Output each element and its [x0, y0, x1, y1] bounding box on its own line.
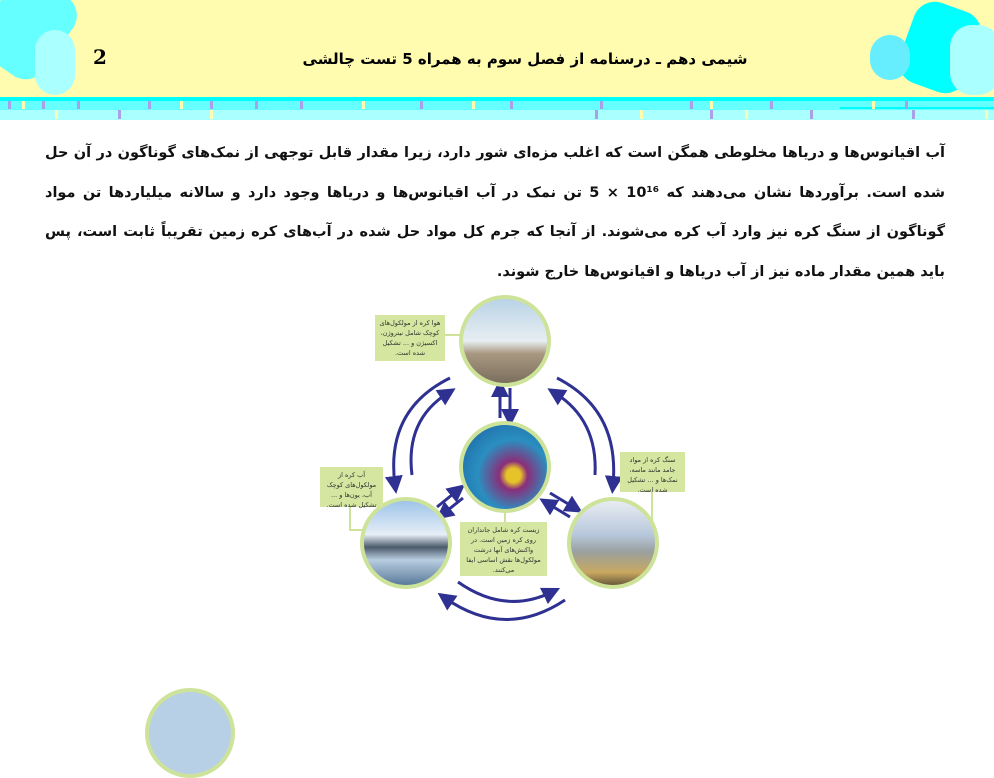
hydrosphere-caption: آب کره از مولکول‌های کوچک آب، یون‌ها و ... تشکیل شده است.: [320, 467, 383, 507]
page-number: 2: [93, 45, 107, 69]
atmosphere-image: [459, 295, 551, 387]
hydrosphere-image: [360, 497, 452, 589]
biosphere-image: [459, 421, 551, 513]
lithosphere-image: [567, 497, 659, 589]
lithosphere-caption: سنگ کره از مواد جامد مانند ماسه، نمک‌ها و ... تشکیل شده است.: [620, 452, 685, 492]
partial-image: [145, 688, 235, 778]
atmosphere-caption: هوا کره از مولکول‌های کوچک شامل نیتروژن، اکسیژن و ... تشکیل شده است.: [375, 315, 445, 361]
body-paragraph: آب اقیانوس‌ها و دریاها مخلوطی همگن است که اغلب مزه‌ای شور دارد، زیرا مقدار قابل توجهی از نمک‌های گوناگون در آن حل شده است. برآوردها نشان می‌دهند که 10¹⁶ × 5 تن نمک در آب اقیانوس‌ها و دریاها وجود دارد و سالانه میلیاردها تن مواد گوناگون از سنگ کره نیز وارد آب کره می‌شوند. از آنجا که جرم کل مواد حل شده در آب‌های کره زمین تقریباً ثابت است، پس باید همین مقدار ماده نیز از آب دریاها و اقیانوس‌ها خارج شوند.: [45, 145, 945, 280]
page-title: شیمی دهم ـ درسنامه از فصل سوم به همراه 5 تست چالشی: [302, 50, 748, 68]
biosphere-caption: زیست کره شامل جانداران روی کره زمین است. در واکنش‌های آنها درشت مولکول‌ها نقش اساسی ایفا می‌کنند.: [460, 522, 547, 576]
